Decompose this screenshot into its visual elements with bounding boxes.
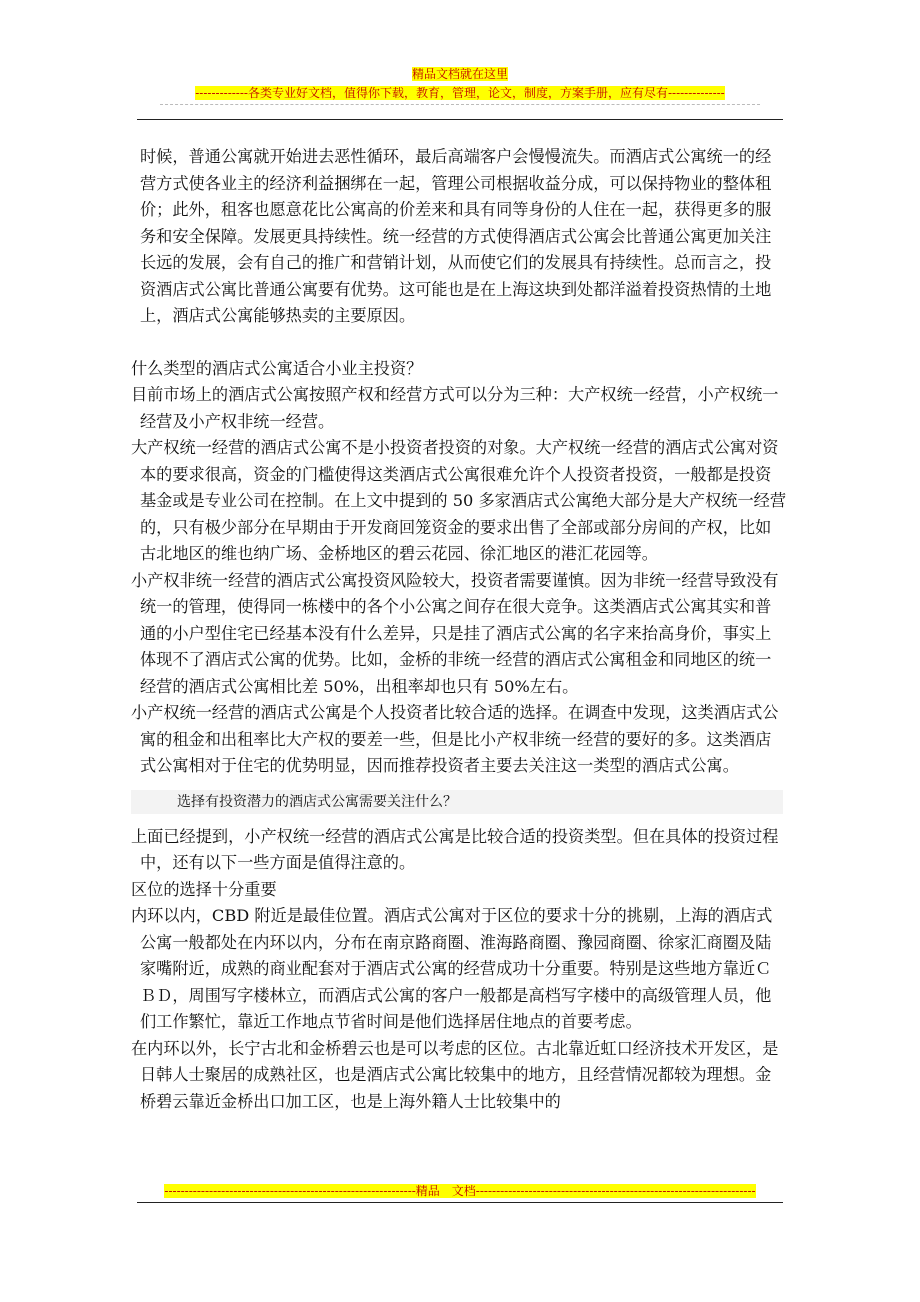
paragraph-investment-notes: 上面已经提到，小产权统一经营的酒店式公寓是比较合适的投资类型。但在具体的投资过程中，还有以下一些方面是值得注意的。 [131,826,779,872]
footer-rule [137,1202,783,1203]
header-dotted-divider [160,104,760,105]
subheading-location: 区位的选择十分重要 [131,879,277,899]
paragraph-small-unified: 小产权统一经营的酒店式公寓是个人投资者比较合适的选择。在调查中发现，这类酒店式公寓的租金和出租率比大产权的要差一些，但是比小产权非统一经营的要好的多。这类酒店式公寓相对于住宅的优势明显，因而推荐投资者主要去关注这一类型的酒店式公寓。 [131,703,779,775]
section-heading: 选择有投资潜力的酒店式公寓需要关注什么？ [131,790,783,814]
paragraph-large-property: 大产权统一经营的酒店式公寓不是小投资者投资的对象。大产权统一经营的酒店式公寓对资本的要求很高，资金的门槛使得这类酒店式公寓很难允许个人投资者投资，一般都是投资基金或是专业公司在控制。在上文中提到的 50 多家酒店式公寓绝大部分是大产权统一经营的，只有极少部分在早期由于开发商回笼资金的要求出售了全部或部分房间的产权，比如古北地区的维也纳广场、金桥地区的碧云花园、徐汇地区的港汇花园等。 [131,438,787,563]
footer-banner: --------------------------------------------------------------精品 文档--------------------------------------------------------------------- [164,1184,756,1198]
paragraph-inner-ring: 内环以内，CBD 附近是最佳位置。酒店式公寓对于区位的要求十分的挑剔，上海的酒店式公寓一般都处在内环以内，分布在南京路商圈、淮海路商圈、豫园商圈、徐家汇商圈及陆家嘴附近，成熟的商业配套对于酒店式公寓的经营成功十分重要。特别是这些地方靠近ＣＢＤ，周围写字楼林立，而酒店式公寓的客户一般都是高档写字楼中的高级管理人员，他们工作繁忙，靠近工作地点节省时间是他们选择居住地点的首要考虑。 [131,906,773,1031]
header-rule [137,119,783,120]
question-heading: 什么类型的酒店式公寓适合小业主投资？ [131,358,423,378]
header-title: 精品文档就在这里 [411,67,508,81]
header-banner: -------------各类专业好文档，值得你下载，教育，管理，论文，制度，方案手册，应有尽有-------------- [195,86,725,100]
document-body [131,144,786,1115]
paragraph-small-non-unified: 小产权非统一经营的酒店式公寓投资风险较大，投资者需要谨慎。因为非统一经营导致没有统一的管理，使得同一栋楼中的各个小公寓之间存在很大竞争。这类酒店式公寓其实和普通的小户型住宅已经基本没有什么差异，只是挂了酒店式公寓的名字来抬高身价，事实上体现不了酒店式公寓的优势。比如，金桥的非统一经营的酒店式公寓租金和同地区的统一经营的酒店式公寓相比差 50%，出租率却也只有 50%左右。 [131,570,779,696]
paragraph-gap [131,330,786,356]
paragraph-property-types: 目前市场上的酒店式公寓按照产权和经营方式可以分为三种：大产权统一经营，小产权统一经营及小产权非统一经营。 [131,385,779,431]
paragraph-intro: 时候，普通公寓就开始进去恶性循环，最后高端客户会慢慢流失。而酒店式公寓统一的经营方式使各业主的经济利益捆绑在一起，管理公司根据收益分成，可以保持物业的整体租价；此外，租客也愿意花比公寓高的价差来和具有同等身份的人住在一起，获得更多的服务和安全保障。发展更具持续性。统一经营的方式使得酒店式公寓会比普通公寓更加关注长远的发展，会有自己的推广和营销计划，从而使它们的发展具有持续性。总而言之，投资酒店式公寓比普通公寓要有优势。这可能也是在上海这块到处都洋溢着投资热情的土地上，酒店式公寓能够热卖的主要原因。 [140,147,772,325]
paragraph-outer-ring: 在内环以外，长宁古北和金桥碧云也是可以考虑的区位。古北靠近虹口经济技术开发区，是日韩人士聚居的成熟社区，也是酒店式公寓比较集中的地方，且经营情况都较为理想。金桥碧云靠近金桥出口加工区，也是上海外籍人士比较集中的 [131,1038,779,1111]
